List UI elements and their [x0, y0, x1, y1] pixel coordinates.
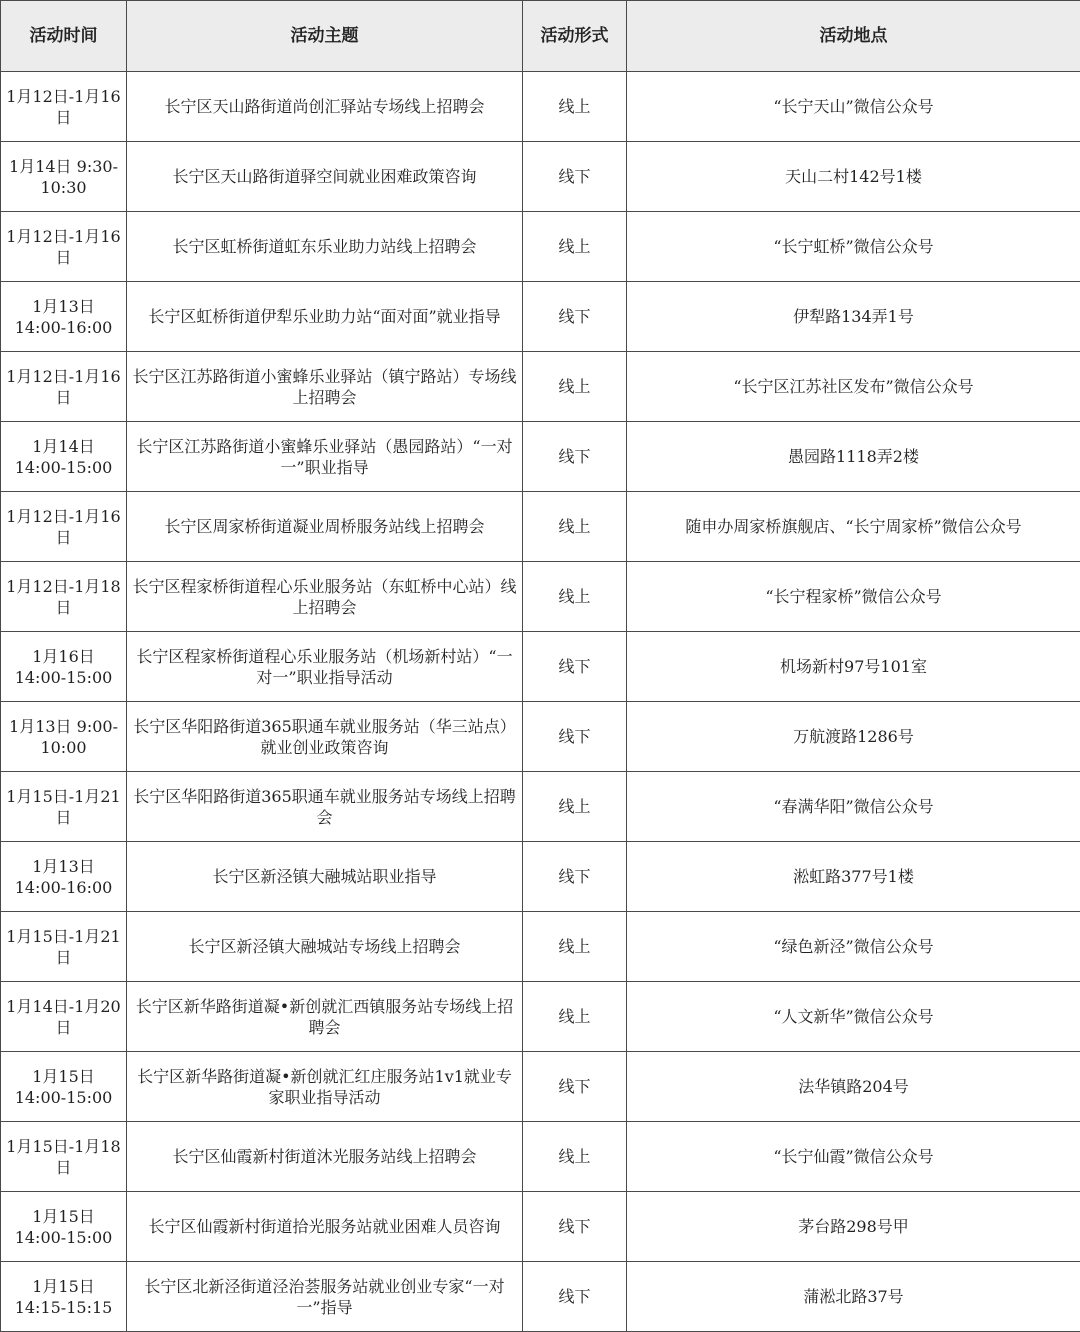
cell-form: 线上 [523, 72, 627, 142]
table-row [1, 982, 1080, 1052]
cell-place: 茅台路298号甲 [627, 1192, 1080, 1262]
cell-time: 1月12日-1月16日 [1, 72, 127, 142]
table-row [1, 352, 1080, 422]
cell-time: 1月15日-1月21日 [1, 772, 127, 842]
table-body [1, 72, 1080, 1332]
cell-place: 万航渡路1286号 [627, 702, 1080, 772]
table-row [1, 842, 1080, 912]
cell-topic: 长宁区华阳路街道365职通车就业服务站（华三站点）就业创业政策咨询 [127, 702, 523, 772]
table-row [1, 422, 1080, 492]
cell-place: 天山二村142号1楼 [627, 142, 1080, 212]
cell-place: 机场新村97号101室 [627, 632, 1080, 702]
header-topic: 活动主题 [127, 1, 523, 72]
cell-form: 线上 [523, 772, 627, 842]
cell-place: “长宁区江苏社区发布”微信公众号 [627, 352, 1080, 422]
table-row [1, 562, 1080, 632]
cell-time: 1月15日 14:00-15:00 [1, 1052, 127, 1122]
cell-time: 1月13日 14:00-16:00 [1, 282, 127, 352]
cell-topic: 长宁区江苏路街道小蜜蜂乐业驿站（镇宁路站）专场线上招聘会 [127, 352, 523, 422]
table-row [1, 1122, 1080, 1192]
cell-form: 线下 [523, 422, 627, 492]
cell-topic: 长宁区新泾镇大融城站职业指导 [127, 842, 523, 912]
cell-time: 1月12日-1月16日 [1, 212, 127, 282]
cell-topic: 长宁区北新泾街道泾治荟服务站就业创业专家“一对一”指导 [127, 1262, 523, 1332]
cell-time: 1月15日 14:00-15:00 [1, 1192, 127, 1262]
cell-time: 1月15日-1月21日 [1, 912, 127, 982]
table-row [1, 282, 1080, 352]
cell-place: “绿色新泾”微信公众号 [627, 912, 1080, 982]
cell-form: 线上 [523, 562, 627, 632]
cell-form: 线下 [523, 282, 627, 352]
table-row [1, 492, 1080, 562]
table-row [1, 1052, 1080, 1122]
cell-topic: 长宁区新华路街道凝•新创就汇西镇服务站专场线上招聘会 [127, 982, 523, 1052]
cell-time: 1月14日-1月20日 [1, 982, 127, 1052]
table-row [1, 772, 1080, 842]
cell-time: 1月14日 14:00-15:00 [1, 422, 127, 492]
cell-topic: 长宁区新泾镇大融城站专场线上招聘会 [127, 912, 523, 982]
cell-time: 1月15日 14:15-15:15 [1, 1262, 127, 1332]
cell-place: 淞虹路377号1楼 [627, 842, 1080, 912]
cell-topic: 长宁区虹桥街道虹东乐业助力站线上招聘会 [127, 212, 523, 282]
cell-form: 线上 [523, 912, 627, 982]
cell-place: 伊犁路134弄1号 [627, 282, 1080, 352]
cell-form: 线上 [523, 492, 627, 562]
cell-place: “春满华阳”微信公众号 [627, 772, 1080, 842]
cell-topic: 长宁区华阳路街道365职通车就业服务站专场线上招聘会 [127, 772, 523, 842]
cell-topic: 长宁区周家桥街道凝业周桥服务站线上招聘会 [127, 492, 523, 562]
cell-form: 线下 [523, 702, 627, 772]
cell-time: 1月13日 14:00-16:00 [1, 842, 127, 912]
cell-form: 线上 [523, 982, 627, 1052]
cell-topic: 长宁区天山路街道驿空间就业困难政策咨询 [127, 142, 523, 212]
cell-time: 1月15日-1月18日 [1, 1122, 127, 1192]
cell-time: 1月14日 9:30-10:30 [1, 142, 127, 212]
table-row [1, 212, 1080, 282]
table-row [1, 912, 1080, 982]
table-row [1, 142, 1080, 212]
cell-place: 愚园路1118弄2楼 [627, 422, 1080, 492]
cell-topic: 长宁区新华路街道凝•新创就汇红庄服务站1v1就业专家职业指导活动 [127, 1052, 523, 1122]
cell-time: 1月16日 14:00-15:00 [1, 632, 127, 702]
table-row [1, 632, 1080, 702]
cell-topic: 长宁区程家桥街道程心乐业服务站（东虹桥中心站）线上招聘会 [127, 562, 523, 632]
header-place: 活动地点 [627, 1, 1080, 72]
cell-place: “长宁仙霞”微信公众号 [627, 1122, 1080, 1192]
cell-form: 线下 [523, 1052, 627, 1122]
cell-place: “长宁程家桥”微信公众号 [627, 562, 1080, 632]
cell-form: 线上 [523, 212, 627, 282]
cell-time: 1月12日-1月16日 [1, 352, 127, 422]
cell-topic: 长宁区仙霞新村街道沐光服务站线上招聘会 [127, 1122, 523, 1192]
header-form: 活动形式 [523, 1, 627, 72]
cell-place: 蒲淞北路37号 [627, 1262, 1080, 1332]
cell-form: 线下 [523, 142, 627, 212]
table-row [1, 702, 1080, 772]
cell-topic: 长宁区程家桥街道程心乐业服务站（机场新村站）“一对一”职业指导活动 [127, 632, 523, 702]
cell-place: “人文新华”微信公众号 [627, 982, 1080, 1052]
cell-form: 线下 [523, 632, 627, 702]
cell-topic: 长宁区江苏路街道小蜜蜂乐业驿站（愚园路站）“一对一”职业指导 [127, 422, 523, 492]
cell-topic: 长宁区仙霞新村街道拾光服务站就业困难人员咨询 [127, 1192, 523, 1262]
cell-time: 1月12日-1月16日 [1, 492, 127, 562]
table-row [1, 1262, 1080, 1332]
cell-time: 1月13日 9:00-10:00 [1, 702, 127, 772]
header-row [1, 1, 1080, 72]
table-row [1, 72, 1080, 142]
cell-form: 线上 [523, 352, 627, 422]
cell-form: 线下 [523, 1262, 627, 1332]
header-time: 活动时间 [1, 1, 127, 72]
cell-form: 线上 [523, 1122, 627, 1192]
cell-form: 线下 [523, 842, 627, 912]
cell-place: 法华镇路204号 [627, 1052, 1080, 1122]
cell-topic: 长宁区虹桥街道伊犁乐业助力站“面对面”就业指导 [127, 282, 523, 352]
cell-form: 线下 [523, 1192, 627, 1262]
cell-place: “长宁天山”微信公众号 [627, 72, 1080, 142]
cell-topic: 长宁区天山路街道尚创汇驿站专场线上招聘会 [127, 72, 523, 142]
cell-time: 1月12日-1月18日 [1, 562, 127, 632]
cell-place: “长宁虹桥”微信公众号 [627, 212, 1080, 282]
table-row [1, 1192, 1080, 1262]
cell-place: 随申办周家桥旗舰店、“长宁周家桥”微信公众号 [627, 492, 1080, 562]
